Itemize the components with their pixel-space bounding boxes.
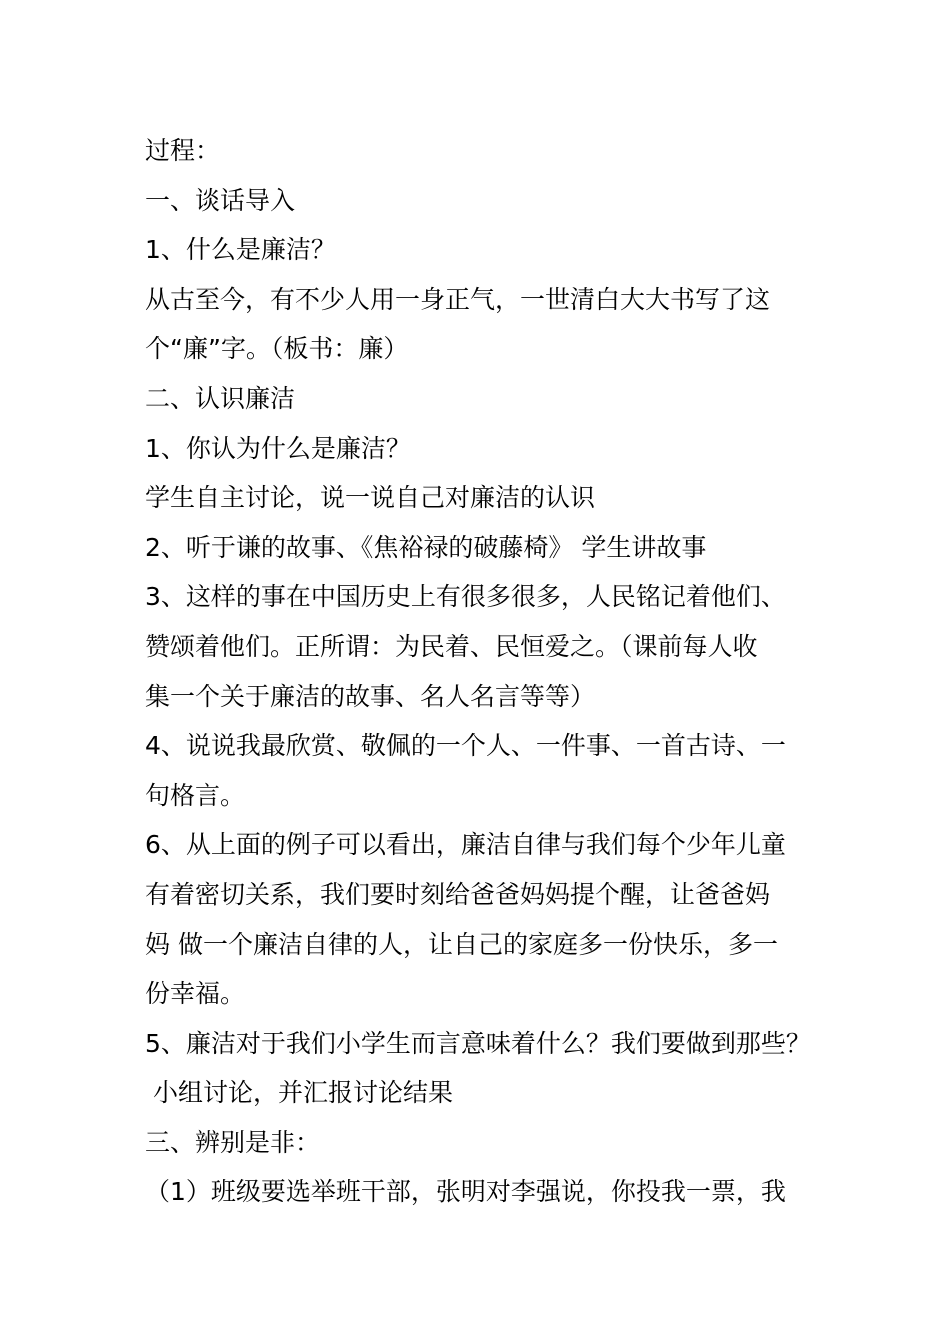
document-body [145, 126, 845, 1217]
section-heading-3: 三、辨别是非： [145, 1127, 321, 1157]
paragraph-line: 学生自主讨论，说一说自己对廉洁的认识 [145, 483, 596, 513]
paragraph-line: （1）班级要选举班干部，张明对李强说，你投我一票，我 [145, 1177, 786, 1207]
paragraph-line: 集一个关于廉洁的故事、名人名言等等） [145, 681, 596, 711]
paragraph-line: 份幸福。 [145, 979, 246, 1009]
paragraph-line: 妈 做一个廉洁自律的人，让自己的家庭多一份快乐，多一 [145, 929, 778, 959]
paragraph-line: 有着密切关系，我们要时刻给爸爸妈妈提个醒，让爸爸妈 [145, 879, 771, 909]
paragraph-line: 1、什么是廉洁？ [145, 235, 336, 265]
paragraph-line: 6、从上面的例子可以看出，廉洁自律与我们每个少年儿童 [145, 830, 786, 860]
paragraph-line: 从古至今，有不少人用一身正气，一世清白大大书写了这 [145, 284, 771, 314]
paragraph-line: 赞颂着他们。正所谓：为民着、民恒爱之。（课前每人收 [145, 631, 758, 661]
paragraph-line: 句格言。 [145, 780, 246, 810]
paragraph-line: 个“廉”字。（板书：廉） [145, 334, 409, 364]
section-heading-1: 一、谈话导入 [145, 185, 296, 215]
paragraph-line: 2、听于谦的故事、《焦裕禄的破藤椅》 学生讲故事 [145, 532, 707, 562]
section-heading-2: 二、认识廉洁 [145, 383, 296, 413]
process-label: 过程： [145, 136, 221, 165]
paragraph-line: 小组讨论，并汇报讨论结果 [145, 1078, 453, 1108]
paragraph-line: 1、你认为什么是廉洁？ [145, 433, 411, 463]
paragraph-line: 5、廉洁对于我们小学生而言意味着什么？我们要做到那些？ [145, 1028, 811, 1058]
paragraph-line: 3、这样的事在中国历史上有很多很多，人民铭记着他们、 [145, 582, 786, 612]
paragraph-line: 4、说说我最欣赏、敬佩的一个人、一件事、一首古诗、一 [145, 731, 786, 761]
